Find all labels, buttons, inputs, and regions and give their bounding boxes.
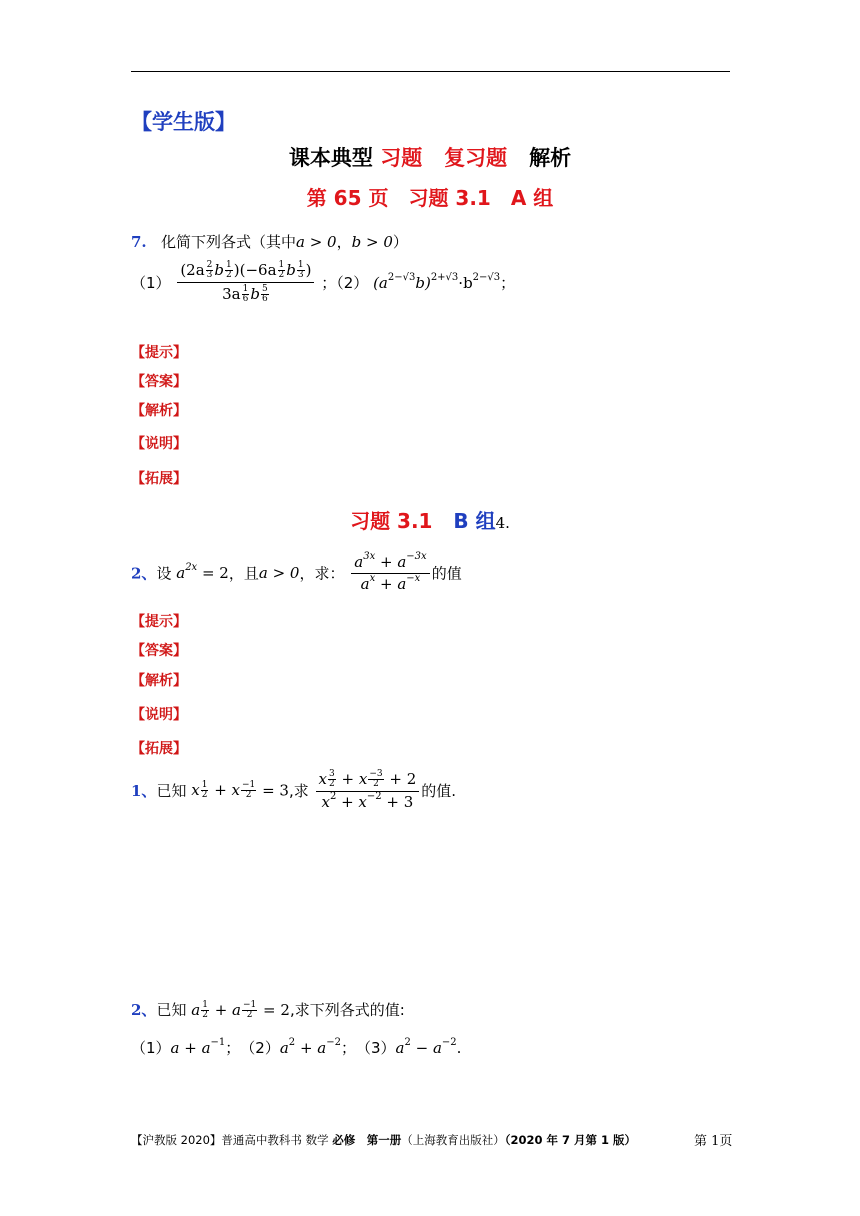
tag-hint-1: 【提示】 <box>131 345 187 361</box>
question-tail: 的值. <box>421 781 457 800</box>
question-text: 已知 <box>156 1001 187 1019</box>
condition-equation: $a^{2x} = 2$ <box>176 562 229 582</box>
condition-a: a > 0 <box>296 233 337 251</box>
question-number: 1、 <box>131 781 157 800</box>
part-2-expression: $a^2 + a^{-2}$ <box>279 1037 341 1057</box>
question-text: 已知 <box>156 781 187 800</box>
question-c2 <box>131 999 405 1020</box>
part-1-fraction <box>177 261 314 304</box>
condition-value: = 3 <box>262 781 289 800</box>
condition-value: = 2 <box>263 1001 290 1019</box>
condition-expression: a $\frac{1}{2}$ + a $\frac{-1}{2}$ <box>191 1000 257 1020</box>
question-text-2: ,求下列各式的值: <box>289 1001 405 1019</box>
section-2-title-tail: 4. <box>495 514 510 532</box>
target-fraction: x $\frac{3}{2}$ + x $\frac{-3}{2}$ + 2 $x^2 + x^{-2} + 3$ <box>316 770 420 811</box>
question-c1 <box>131 770 456 811</box>
part-1-label: （1） <box>131 1039 171 1057</box>
part-3-label: ； （3） <box>340 1039 396 1057</box>
part-1-expression: a + a <box>170 1039 211 1057</box>
question-number: 2、 <box>131 564 157 583</box>
part-2-expression: $(a^{2-√3}b)^{2+√3}\cdot b^{2-√3}$； <box>373 272 516 292</box>
tag-extension-1: 【拓展】 <box>131 471 187 487</box>
tag-note-2: 【说明】 <box>131 707 187 723</box>
tag-analysis-2: 【解析】 <box>131 673 187 689</box>
question-text-3: ，求： <box>299 564 345 583</box>
part-2-label: ； （2） <box>225 1039 280 1057</box>
condition-expression: x $\frac{1}{2}$ + x $\frac{-1}{2}$ <box>191 779 256 800</box>
section-2-title-blue: B 组 <box>453 509 496 533</box>
footer-text <box>131 1132 636 1148</box>
page-title <box>0 142 860 172</box>
question-number: 7. <box>131 233 147 251</box>
condition-b: b > 0 <box>351 233 393 251</box>
question-b2 <box>131 551 462 593</box>
section-2-title <box>0 505 860 534</box>
close-paren: ） <box>392 233 408 251</box>
header-rule <box>131 71 730 72</box>
target-fraction: $\frac{a^{3x} + a^{-3x}}{a^x + a^{-x}}$ <box>351 554 429 592</box>
footer-publisher: （上海教育出版社） <box>401 1133 505 1147</box>
question-text-2: ,求 <box>288 781 309 800</box>
title-exercises: 习题 <box>380 146 423 170</box>
tag-answer-2: 【答案】 <box>131 643 187 659</box>
title-prefix: 课本典型 <box>288 146 373 170</box>
part-1-numerator: (2a $\frac{2}{3}$ b $\frac{1}{2}$ )(−6a $\frac{1}{2}$ b $\frac{1}{3}$ ) <box>177 261 314 283</box>
question-7 <box>131 231 408 252</box>
tag-hint-2: 【提示】 <box>131 614 187 630</box>
question-text: 化简下列各式（其中 <box>160 233 296 251</box>
tag-extension-2: 【拓展】 <box>131 741 187 757</box>
footer-volume: 必修 第一册 <box>332 1133 402 1147</box>
title-review: 复习题 <box>444 146 508 170</box>
section-2-title-red: 习题 3.1 <box>350 509 433 533</box>
separator: ， <box>336 233 352 251</box>
title-suffix: 解析 <box>529 146 572 170</box>
question-number: 2、 <box>131 1001 157 1019</box>
condition-a: a > 0 <box>258 564 300 582</box>
part-1-label: （1） <box>131 274 171 292</box>
tag-answer-1: 【答案】 <box>131 374 187 390</box>
question-text-2: ，且 <box>228 564 259 583</box>
part-2-label: ；（2） <box>321 274 369 292</box>
page-number: 第 1页 <box>694 1134 733 1149</box>
period: . <box>456 1039 462 1057</box>
question-text: 设 <box>156 564 172 583</box>
page-subtitle: 第 65 页 习题 3.1 A 组 <box>306 186 554 210</box>
question-c2-parts: $(1)a + a^{-1}$； $(2)a^2 + a^{-2}$； $(3)a^2 - a^{-2}$. <box>131 1037 462 1057</box>
part-1-denominator: 3a $\frac{1}{6}$ b $\frac{5}{6}$ <box>222 284 268 304</box>
tag-analysis-1: 【解析】 <box>131 403 187 419</box>
footer-edition: （2020 年 7 月第 1 版） <box>504 1133 637 1147</box>
footer-book: 【沪教版 2020】普通高中教科书 数学 <box>131 1133 329 1147</box>
question-7-parts <box>131 261 515 304</box>
part-3-expression: $a^2 - a^{-2}$ <box>395 1037 457 1057</box>
version-label: 【学生版】 <box>131 110 236 134</box>
question-tail: 的值 <box>431 564 462 583</box>
tag-note-1: 【说明】 <box>131 436 187 452</box>
